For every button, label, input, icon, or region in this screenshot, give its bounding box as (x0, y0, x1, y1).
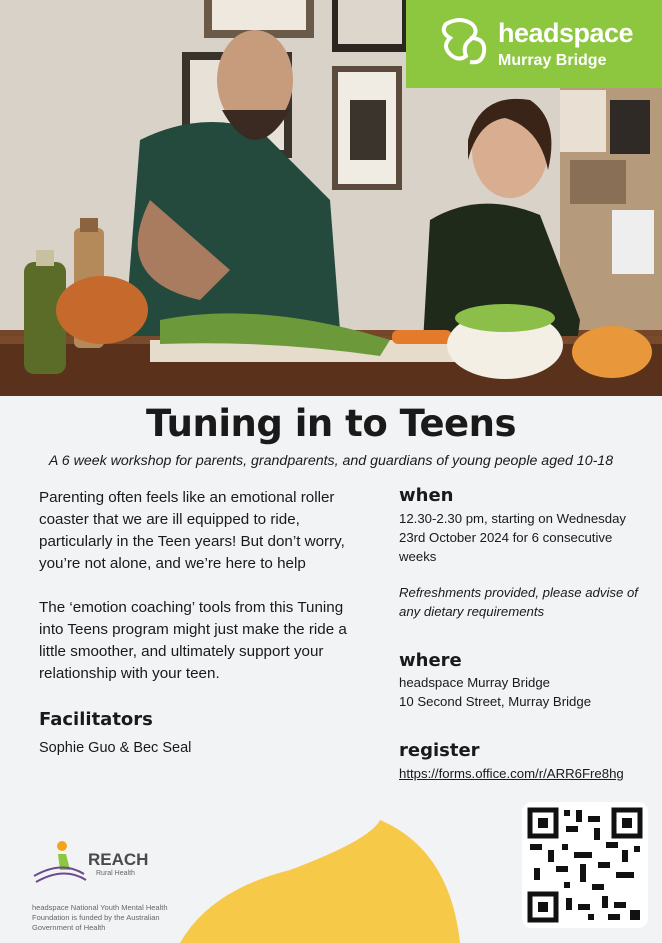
qr-code[interactable] (522, 802, 648, 928)
intro-paragraph-1: Parenting often feels like an emotional roller coaster that we are ill equipped to ride, particularly in the Teen years! But don’t worry, you’re not alone, and we’re here to help (39, 489, 345, 572)
qr-code-icon (522, 802, 648, 928)
register-heading: register (399, 740, 480, 761)
funding-footnote: headspace National Youth Mental Health Foundation is funded by the Australian Government of Health (32, 903, 168, 932)
where-line-2: 10 Second Street, Murray Bridge (399, 694, 592, 709)
reach-tagline: Rural Health (96, 870, 135, 877)
page-subtitle: A 6 week workshop for parents, grandparents, and guardians of young people aged 10-18 (48, 453, 614, 469)
where-heading: where (399, 650, 462, 671)
reach-name: REACH (88, 850, 149, 869)
facilitators-names: Sophie Guo & Bec Seal (39, 740, 192, 756)
headspace-logo-icon (440, 16, 490, 68)
facilitators-heading: Facilitators (39, 709, 153, 730)
when-heading: when (399, 485, 454, 506)
brand-name: headspace (498, 18, 634, 48)
reach-rural-health-logo (32, 838, 162, 893)
headspace-logo-badge (406, 0, 662, 88)
register-link[interactable]: https://forms.office.com/r/ARR6Fre8hg (399, 766, 624, 781)
intro-paragraph-2: The ‘emotion coaching’ tools from this Tuning into Teens program might just make the ride a little smoother, and ultimately support your relationship with your teen. (39, 599, 347, 682)
brand-location: Murray Bridge (498, 52, 607, 69)
intro-text (39, 487, 369, 707)
page-title: Tuning in to Teens (145, 402, 516, 445)
where-line-1: headspace Murray Bridge (399, 675, 551, 690)
when-note: Refreshments provided, please advise of any dietary requirements (399, 585, 638, 619)
yellow-decorative-shape (170, 820, 470, 943)
when-details: 12.30-2.30 pm, starting on Wednesday 23rd October 2024 for 6 consecutive weeks (399, 511, 627, 564)
